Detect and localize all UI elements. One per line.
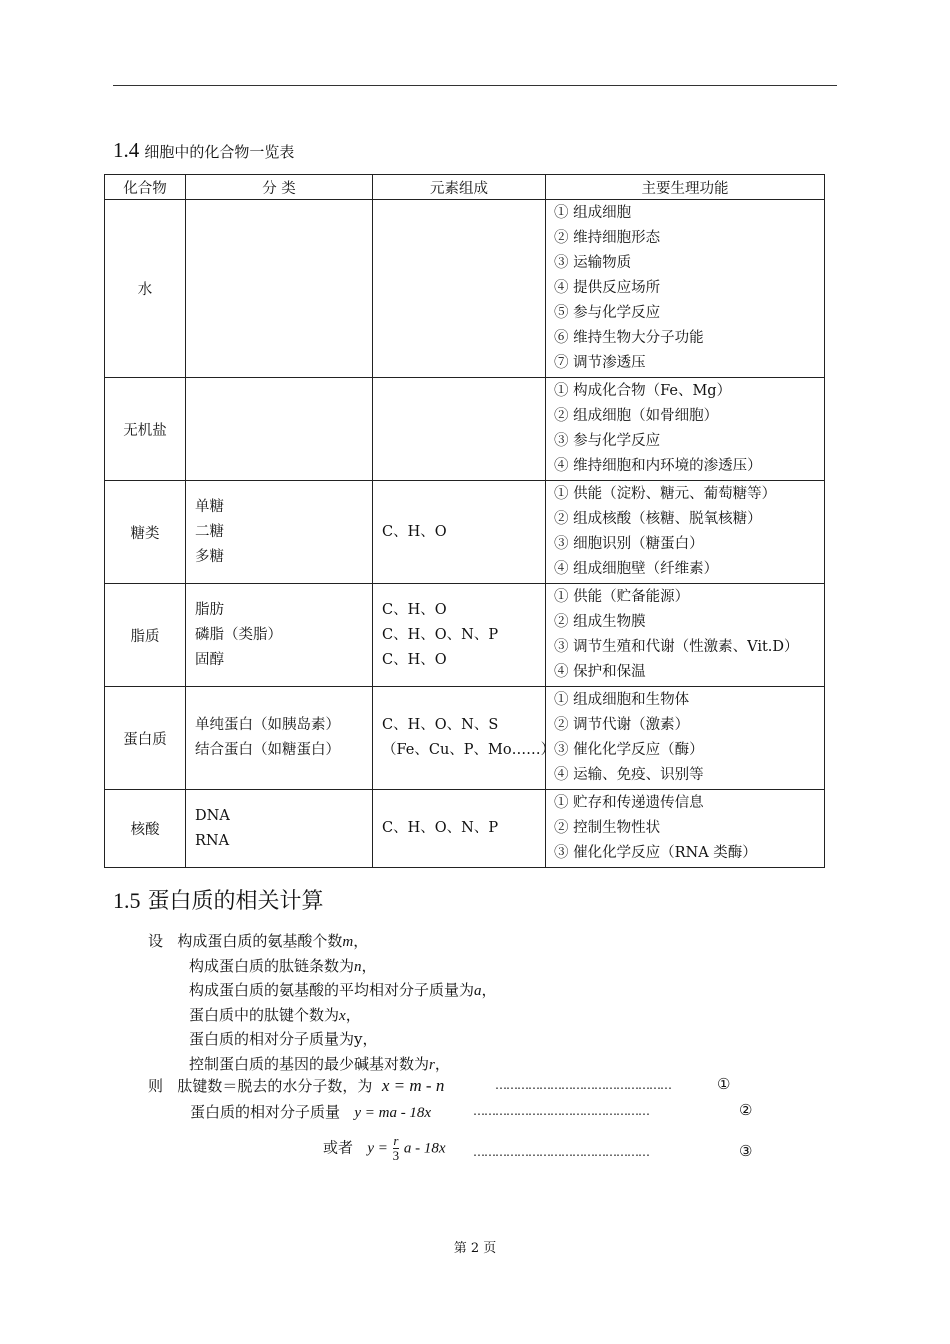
table-header-row — [105, 175, 825, 200]
classification-cell — [186, 481, 373, 584]
formula-2 — [190, 1101, 753, 1122]
compound-table — [104, 174, 825, 868]
elements-cell — [373, 584, 546, 687]
formula-expr: x = m - n — [381, 1076, 445, 1095]
def-var: x — [339, 1007, 346, 1024]
element-item: C、H、O、N、P — [382, 820, 499, 836]
page-footer: 第 2 页 — [453, 1241, 497, 1256]
classification-item: 脂肪 — [195, 601, 224, 618]
elements-cell — [373, 790, 546, 868]
classification-cell — [186, 378, 373, 481]
table-row — [105, 378, 825, 481]
table-row — [105, 790, 825, 868]
elements-cell — [373, 687, 556, 790]
classification-item: 二糖 — [195, 523, 224, 540]
def-text: 控制蛋白质的基因的最少碱基对数为 — [189, 1054, 430, 1073]
header-rule — [113, 85, 837, 86]
compound-name-cell: 蛋白质 — [105, 687, 186, 790]
classification-cell — [186, 584, 373, 687]
section-title: 细胞中的化合物一览表 — [144, 143, 295, 161]
formula-text: 蛋白质的相对分子质量 — [190, 1103, 341, 1121]
def-var: m — [342, 934, 354, 950]
section-number: 1.5 — [113, 888, 141, 913]
table-row — [105, 584, 825, 687]
classification-cell — [186, 200, 373, 378]
table-row — [105, 200, 825, 378]
function-item: ④ 组成细胞壁（纤维素） — [554, 561, 719, 577]
function-item: ③ 运输物质 — [554, 255, 632, 271]
functions-cell — [546, 790, 825, 868]
header-class: 分 类 — [186, 175, 373, 200]
function-item: ② 调节代谢（激素） — [554, 717, 690, 733]
header-compound: 化合物 — [105, 175, 186, 200]
function-item: ② 组成细胞（如骨细胞） — [554, 408, 719, 424]
formula-1 — [148, 1075, 731, 1096]
fraction-denominator: 3 — [392, 1148, 400, 1163]
table-row — [105, 481, 825, 584]
compound-name-cell: 核酸 — [105, 790, 186, 868]
element-item: C、H、O、N、P — [382, 626, 499, 643]
section-title: 蛋白质的相关计算 — [147, 889, 324, 914]
function-item: ④ 提供反应场所 — [554, 280, 661, 296]
function-item: ④ 维持细胞和内环境的渗透压） — [554, 458, 762, 474]
function-item: ① 构成化合物（Fe、Mg） — [554, 383, 732, 399]
formula-text: 或者 — [323, 1138, 354, 1157]
function-item: ③ 催化化学反应（RNA 类酶） — [554, 845, 757, 861]
function-item: ④ 运输、免疫、识别等 — [554, 767, 704, 783]
leader-dots: ………………………………………… — [495, 1078, 671, 1092]
functions-cell — [546, 481, 825, 584]
section-number: 1.4 — [113, 138, 140, 162]
elements-cell — [373, 378, 546, 481]
def-var: a — [474, 983, 482, 999]
classification-item: DNA — [195, 807, 230, 824]
classification-cell — [186, 687, 373, 790]
compound-name-cell: 糖类 — [105, 481, 186, 584]
function-item: ① 供能（贮备能源） — [554, 589, 690, 605]
def-line: 构成蛋白质的氨基酸的平均相对分子质量为a， — [189, 981, 497, 999]
elements-cell — [373, 200, 546, 378]
def-line: 设 构成蛋白质的氨基酸个数m， — [148, 932, 369, 950]
functions-cell — [546, 378, 825, 481]
elements-cell — [373, 481, 546, 584]
element-item: C、H、O — [382, 651, 447, 668]
header-functions: 主要生理功能 — [546, 175, 825, 200]
function-item: ① 贮存和传递遗传信息 — [554, 795, 704, 811]
compound-name-cell: 无机盐 — [105, 378, 186, 481]
classification-item: 单糖 — [195, 498, 224, 515]
fraction — [393, 1134, 400, 1163]
function-item: ③ 参与化学反应 — [554, 433, 661, 449]
def-var: r — [429, 1056, 435, 1073]
fraction-numerator: r — [393, 1133, 399, 1148]
section-1-5-heading — [113, 884, 324, 915]
function-item: ③ 催化化学反应（酶） — [554, 742, 704, 758]
function-item: ⑤ 参与化学反应 — [554, 305, 661, 321]
function-item: ② 维持细胞形态 — [554, 230, 661, 246]
function-item: ① 供能（淀粉、糖元、葡萄糖等） — [554, 486, 777, 502]
header-elements: 元素组成 — [373, 175, 546, 200]
set-label: 设 — [148, 932, 164, 950]
classification-item: 磷脂（类脂） — [195, 626, 282, 643]
functions-cell — [546, 200, 825, 378]
element-item: C、H、O、N、S — [382, 717, 499, 733]
function-item: ① 组成细胞和生物体 — [554, 692, 690, 708]
function-item: ① 组成细胞 — [554, 205, 632, 221]
formula-3 — [323, 1133, 753, 1163]
classification-item: 结合蛋白（如糖蛋白） — [195, 742, 340, 758]
functions-cell — [546, 687, 825, 790]
formula-lhs: y = — [367, 1140, 388, 1157]
compound-name-cell: 水 — [105, 200, 186, 378]
function-item: ③ 调节生殖和代谢（性激素、Vit.D） — [554, 639, 799, 655]
element-item: C、H、O — [382, 601, 447, 618]
def-text: 构成蛋白质的肽链条数为 — [189, 956, 355, 975]
classification-cell — [186, 790, 373, 868]
def-text: 蛋白质的相对分子质量为 — [189, 1030, 355, 1048]
formula-tag: ① — [717, 1075, 731, 1093]
classification-item: RNA — [195, 832, 230, 849]
formula-tag: ③ — [739, 1142, 753, 1160]
def-var: y — [354, 1030, 363, 1048]
def-text: 蛋白质中的肽键个数为 — [189, 1005, 340, 1024]
compound-name-cell: 脂质 — [105, 584, 186, 687]
def-text: 构成蛋白质的氨基酸个数 — [177, 932, 343, 950]
classification-item: 固醇 — [195, 651, 224, 668]
then-label: 则 — [148, 1077, 164, 1095]
def-line: 蛋白质的相对分子质量为y， — [189, 1030, 378, 1048]
formula-text: 肽键数＝脱去的水分子数，为 — [177, 1077, 373, 1095]
function-item: ② 组成核酸（核糖、脱氧核糖） — [554, 511, 762, 527]
formula-expr: y = ma - 18x — [354, 1105, 432, 1121]
section-1-4-heading — [113, 138, 294, 163]
function-item: ② 控制生物性状 — [554, 820, 661, 836]
def-line: 控制蛋白质的基因的最少碱基对数为r， — [189, 1054, 450, 1073]
element-item: C、H、O — [382, 523, 447, 540]
leader-dots: ………………………………………… — [473, 1145, 649, 1159]
element-item: （Fe、Cu、P、Mo……） — [382, 742, 556, 758]
def-text: 构成蛋白质的氨基酸的平均相对分子质量为 — [189, 981, 475, 999]
def-line: 蛋白质中的肽键个数为x， — [189, 1005, 361, 1024]
calc-definitions — [148, 929, 497, 1076]
function-item: ⑥ 维持生物大分子功能 — [554, 330, 704, 346]
formula-tag: ② — [739, 1101, 753, 1119]
classification-item: 多糖 — [195, 548, 224, 565]
formula-rest: a - 18x — [403, 1140, 446, 1157]
function-item: ④ 保护和保温 — [554, 664, 646, 680]
def-var: n — [354, 958, 362, 975]
table-row — [105, 687, 825, 790]
leader-dots: ………………………………………… — [473, 1104, 649, 1118]
function-item: ⑦ 调节渗透压 — [554, 355, 646, 371]
function-item: ③ 细胞识别（糖蛋白） — [554, 536, 704, 552]
classification-item: 单纯蛋白（如胰岛素） — [195, 717, 340, 733]
function-item: ② 组成生物膜 — [554, 614, 646, 630]
def-line: 构成蛋白质的肽链条数为n， — [189, 956, 377, 975]
functions-cell — [546, 584, 825, 687]
